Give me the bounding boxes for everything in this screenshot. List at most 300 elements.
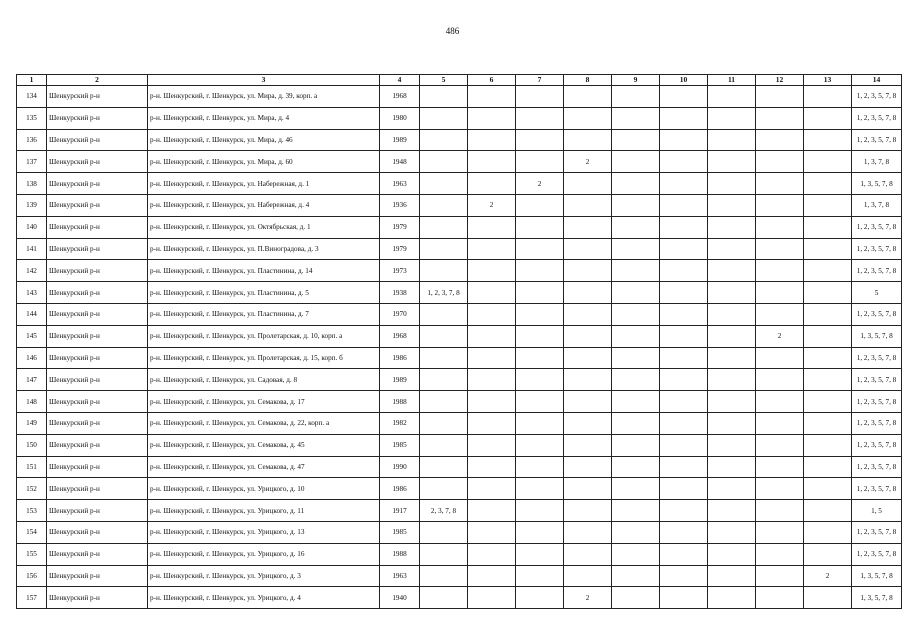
table-row bbox=[17, 478, 902, 500]
col6-cell bbox=[468, 347, 516, 369]
col9-cell bbox=[612, 456, 660, 478]
col8-cell bbox=[564, 500, 612, 522]
col12-cell bbox=[756, 456, 804, 478]
col7-cell bbox=[516, 260, 564, 282]
col5-cell bbox=[420, 369, 468, 391]
year-cell: 1917 bbox=[380, 500, 420, 522]
col6-cell bbox=[468, 282, 516, 304]
col11-cell bbox=[708, 107, 756, 129]
table-row bbox=[17, 500, 902, 522]
col14-cell: 1, 2, 3, 5, 7, 8 bbox=[852, 129, 902, 151]
col12-cell bbox=[756, 587, 804, 609]
district-cell: Шенкурский р-н bbox=[47, 478, 148, 500]
row-number-cell: 140 bbox=[17, 216, 47, 238]
col12-cell bbox=[756, 478, 804, 500]
col14-cell: 1, 2, 3, 5, 7, 8 bbox=[852, 478, 902, 500]
col14-cell: 1, 2, 3, 5, 7, 8 bbox=[852, 412, 902, 434]
district-cell: Шенкурский р-н bbox=[47, 216, 148, 238]
table-row bbox=[17, 325, 902, 347]
year-cell: 1988 bbox=[380, 543, 420, 565]
col12-cell bbox=[756, 129, 804, 151]
table-row bbox=[17, 260, 902, 282]
address-cell: р-н. Шенкурский, г. Шенкурск, ул. Урицкого, д. 16 bbox=[148, 543, 380, 565]
col14-cell: 1, 2, 3, 5, 7, 8 bbox=[852, 369, 902, 391]
col12-cell bbox=[756, 194, 804, 216]
col11-cell bbox=[708, 260, 756, 282]
col14-cell: 1, 2, 3, 5, 7, 8 bbox=[852, 260, 902, 282]
district-cell: Шенкурский р-н bbox=[47, 86, 148, 108]
col9-cell bbox=[612, 347, 660, 369]
col9-cell bbox=[612, 325, 660, 347]
col8-cell bbox=[564, 456, 612, 478]
col8-cell: 2 bbox=[564, 587, 612, 609]
column-header: 6 bbox=[468, 75, 516, 86]
address-cell: р-н. Шенкурский, г. Шенкурск, ул. Семакова, д. 45 bbox=[148, 434, 380, 456]
col6-cell bbox=[468, 86, 516, 108]
col13-cell bbox=[804, 412, 852, 434]
col14-cell: 1, 2, 3, 5, 7, 8 bbox=[852, 216, 902, 238]
district-cell: Шенкурский р-н bbox=[47, 521, 148, 543]
col13-cell bbox=[804, 129, 852, 151]
col8-cell bbox=[564, 173, 612, 195]
year-cell: 1985 bbox=[380, 434, 420, 456]
col11-cell bbox=[708, 587, 756, 609]
district-cell: Шенкурский р-н bbox=[47, 260, 148, 282]
col10-cell bbox=[660, 151, 708, 173]
district-cell: Шенкурский р-н bbox=[47, 391, 148, 413]
table-row bbox=[17, 565, 902, 587]
col8-cell bbox=[564, 347, 612, 369]
col6-cell bbox=[468, 456, 516, 478]
col8-cell bbox=[564, 325, 612, 347]
address-cell: р-н. Шенкурский, г. Шенкурск, ул. Урицкого, д. 13 bbox=[148, 521, 380, 543]
year-cell: 1968 bbox=[380, 86, 420, 108]
table-row bbox=[17, 521, 902, 543]
col8-cell bbox=[564, 369, 612, 391]
row-number-cell: 155 bbox=[17, 543, 47, 565]
col6-cell bbox=[468, 412, 516, 434]
col11-cell bbox=[708, 500, 756, 522]
col8-cell bbox=[564, 216, 612, 238]
row-number-cell: 147 bbox=[17, 369, 47, 391]
header-row bbox=[17, 75, 902, 86]
col5-cell bbox=[420, 129, 468, 151]
col7-cell bbox=[516, 587, 564, 609]
col5-cell bbox=[420, 238, 468, 260]
col7-cell bbox=[516, 325, 564, 347]
table-row bbox=[17, 129, 902, 151]
col5-cell: 2, 3, 7, 8 bbox=[420, 500, 468, 522]
col14-cell: 1, 2, 3, 5, 7, 8 bbox=[852, 391, 902, 413]
col11-cell bbox=[708, 173, 756, 195]
col11-cell bbox=[708, 369, 756, 391]
col8-cell bbox=[564, 543, 612, 565]
col14-cell: 1, 2, 3, 5, 7, 8 bbox=[852, 86, 902, 108]
address-cell: р-н. Шенкурский, г. Шенкурск, ул. Урицкого, д. 3 bbox=[148, 565, 380, 587]
col12-cell bbox=[756, 565, 804, 587]
year-cell: 1989 bbox=[380, 369, 420, 391]
column-header: 14 bbox=[852, 75, 902, 86]
col7-cell bbox=[516, 434, 564, 456]
col14-cell: 1, 2, 3, 5, 7, 8 bbox=[852, 456, 902, 478]
col8-cell bbox=[564, 412, 612, 434]
col12-cell bbox=[756, 86, 804, 108]
col9-cell bbox=[612, 282, 660, 304]
district-cell: Шенкурский р-н bbox=[47, 107, 148, 129]
table-row bbox=[17, 216, 902, 238]
col11-cell bbox=[708, 456, 756, 478]
year-cell: 1968 bbox=[380, 325, 420, 347]
col14-cell: 1, 3, 5, 7, 8 bbox=[852, 587, 902, 609]
col13-cell bbox=[804, 238, 852, 260]
address-cell: р-н. Шенкурский, г. Шенкурск, ул. Семакова, д. 17 bbox=[148, 391, 380, 413]
column-header: 7 bbox=[516, 75, 564, 86]
col9-cell bbox=[612, 303, 660, 325]
col12-cell bbox=[756, 107, 804, 129]
col12-cell bbox=[756, 260, 804, 282]
row-number-cell: 135 bbox=[17, 107, 47, 129]
address-cell: р-н. Шенкурский, г. Шенкурск, ул. Мира, д. 4 bbox=[148, 107, 380, 129]
address-cell: р-н. Шенкурский, г. Шенкурск, ул. Урицкого, д. 10 bbox=[148, 478, 380, 500]
col14-cell: 1, 3, 7, 8 bbox=[852, 151, 902, 173]
col9-cell bbox=[612, 478, 660, 500]
col8-cell bbox=[564, 434, 612, 456]
col7-cell bbox=[516, 543, 564, 565]
col10-cell bbox=[660, 587, 708, 609]
year-cell: 1963 bbox=[380, 565, 420, 587]
col9-cell bbox=[612, 216, 660, 238]
col12-cell: 2 bbox=[756, 325, 804, 347]
row-number-cell: 138 bbox=[17, 173, 47, 195]
col14-cell: 1, 3, 5, 7, 8 bbox=[852, 565, 902, 587]
table-row bbox=[17, 194, 902, 216]
col10-cell bbox=[660, 412, 708, 434]
col9-cell bbox=[612, 194, 660, 216]
col6-cell bbox=[468, 587, 516, 609]
district-cell: Шенкурский р-н bbox=[47, 456, 148, 478]
col13-cell bbox=[804, 107, 852, 129]
col11-cell bbox=[708, 86, 756, 108]
column-header: 12 bbox=[756, 75, 804, 86]
col7-cell bbox=[516, 565, 564, 587]
district-cell: Шенкурский р-н bbox=[47, 173, 148, 195]
year-cell: 1986 bbox=[380, 478, 420, 500]
col11-cell bbox=[708, 151, 756, 173]
col7-cell bbox=[516, 500, 564, 522]
table-body bbox=[17, 86, 902, 609]
col14-cell: 1, 3, 5, 7, 8 bbox=[852, 325, 902, 347]
column-header: 11 bbox=[708, 75, 756, 86]
col7-cell bbox=[516, 521, 564, 543]
table-row bbox=[17, 107, 902, 129]
col12-cell bbox=[756, 151, 804, 173]
district-cell: Шенкурский р-н bbox=[47, 500, 148, 522]
address-cell: р-н. Шенкурский, г. Шенкурск, ул. Семакова, д. 47 bbox=[148, 456, 380, 478]
col6-cell bbox=[468, 478, 516, 500]
address-cell: р-н. Шенкурский, г. Шенкурск, ул. Мира, д. 60 bbox=[148, 151, 380, 173]
col14-cell: 1, 5 bbox=[852, 500, 902, 522]
col13-cell bbox=[804, 347, 852, 369]
table-row bbox=[17, 347, 902, 369]
address-cell: р-н. Шенкурский, г. Шенкурск, ул. Набережная, д. 1 bbox=[148, 173, 380, 195]
column-header: 9 bbox=[612, 75, 660, 86]
col9-cell bbox=[612, 129, 660, 151]
row-number-cell: 153 bbox=[17, 500, 47, 522]
col11-cell bbox=[708, 521, 756, 543]
row-number-cell: 141 bbox=[17, 238, 47, 260]
col10-cell bbox=[660, 107, 708, 129]
year-cell: 1990 bbox=[380, 456, 420, 478]
district-cell: Шенкурский р-н bbox=[47, 565, 148, 587]
address-cell: р-н. Шенкурский, г. Шенкурск, ул. Пролетарская, д. 10, корп. а bbox=[148, 325, 380, 347]
col12-cell bbox=[756, 500, 804, 522]
data-table bbox=[16, 74, 902, 609]
col10-cell bbox=[660, 521, 708, 543]
year-cell: 1985 bbox=[380, 521, 420, 543]
year-cell: 1973 bbox=[380, 260, 420, 282]
col6-cell bbox=[468, 500, 516, 522]
address-cell: р-н. Шенкурский, г. Шенкурск, ул. Пластинина, д. 7 bbox=[148, 303, 380, 325]
col12-cell bbox=[756, 216, 804, 238]
col5-cell bbox=[420, 565, 468, 587]
table-row bbox=[17, 86, 902, 108]
table-row bbox=[17, 151, 902, 173]
row-number-cell: 156 bbox=[17, 565, 47, 587]
district-cell: Шенкурский р-н bbox=[47, 151, 148, 173]
col10-cell bbox=[660, 500, 708, 522]
col14-cell: 1, 3, 5, 7, 8 bbox=[852, 173, 902, 195]
column-header: 1 bbox=[17, 75, 47, 86]
col5-cell bbox=[420, 412, 468, 434]
address-cell: р-н. Шенкурский, г. Шенкурск, ул. Мира, д. 39, корп. а bbox=[148, 86, 380, 108]
col10-cell bbox=[660, 325, 708, 347]
col11-cell bbox=[708, 434, 756, 456]
col14-cell: 1, 2, 3, 5, 7, 8 bbox=[852, 238, 902, 260]
year-cell: 1938 bbox=[380, 282, 420, 304]
col5-cell bbox=[420, 587, 468, 609]
col5-cell bbox=[420, 325, 468, 347]
col8-cell bbox=[564, 478, 612, 500]
district-cell: Шенкурский р-н bbox=[47, 543, 148, 565]
col13-cell bbox=[804, 194, 852, 216]
col10-cell bbox=[660, 173, 708, 195]
col5-cell bbox=[420, 303, 468, 325]
col7-cell bbox=[516, 303, 564, 325]
col6-cell bbox=[468, 303, 516, 325]
col12-cell bbox=[756, 173, 804, 195]
district-cell: Шенкурский р-н bbox=[47, 369, 148, 391]
col10-cell bbox=[660, 391, 708, 413]
col11-cell bbox=[708, 478, 756, 500]
table-row bbox=[17, 303, 902, 325]
col13-cell bbox=[804, 500, 852, 522]
col7-cell bbox=[516, 347, 564, 369]
row-number-cell: 150 bbox=[17, 434, 47, 456]
col12-cell bbox=[756, 369, 804, 391]
address-cell: р-н. Шенкурский, г. Шенкурск, ул. Урицкого, д. 4 bbox=[148, 587, 380, 609]
col5-cell bbox=[420, 216, 468, 238]
year-cell: 1982 bbox=[380, 412, 420, 434]
address-cell: р-н. Шенкурский, г. Шенкурск, ул. Набережная, д. 4 bbox=[148, 194, 380, 216]
col11-cell bbox=[708, 216, 756, 238]
col8-cell bbox=[564, 194, 612, 216]
col12-cell bbox=[756, 412, 804, 434]
col13-cell bbox=[804, 216, 852, 238]
col11-cell bbox=[708, 347, 756, 369]
col7-cell bbox=[516, 412, 564, 434]
col12-cell bbox=[756, 282, 804, 304]
col9-cell bbox=[612, 587, 660, 609]
row-number-cell: 143 bbox=[17, 282, 47, 304]
col5-cell bbox=[420, 107, 468, 129]
col6-cell bbox=[468, 151, 516, 173]
col10-cell bbox=[660, 369, 708, 391]
col7-cell bbox=[516, 282, 564, 304]
col8-cell bbox=[564, 565, 612, 587]
col6-cell bbox=[468, 521, 516, 543]
col8-cell bbox=[564, 303, 612, 325]
column-header: 13 bbox=[804, 75, 852, 86]
row-number-cell: 151 bbox=[17, 456, 47, 478]
col9-cell bbox=[612, 260, 660, 282]
col13-cell bbox=[804, 151, 852, 173]
col14-cell: 1, 2, 3, 5, 7, 8 bbox=[852, 543, 902, 565]
address-cell: р-н. Шенкурский, г. Шенкурск, ул. Семакова, д. 22, корп. а bbox=[148, 412, 380, 434]
district-cell: Шенкурский р-н bbox=[47, 238, 148, 260]
col13-cell bbox=[804, 260, 852, 282]
col7-cell bbox=[516, 369, 564, 391]
col5-cell bbox=[420, 391, 468, 413]
district-cell: Шенкурский р-н bbox=[47, 347, 148, 369]
year-cell: 1940 bbox=[380, 587, 420, 609]
row-number-cell: 152 bbox=[17, 478, 47, 500]
year-cell: 1963 bbox=[380, 173, 420, 195]
col8-cell bbox=[564, 391, 612, 413]
col14-cell: 1, 2, 3, 5, 7, 8 bbox=[852, 434, 902, 456]
col6-cell: 2 bbox=[468, 194, 516, 216]
col10-cell bbox=[660, 478, 708, 500]
col5-cell bbox=[420, 194, 468, 216]
col11-cell bbox=[708, 282, 756, 304]
col7-cell bbox=[516, 238, 564, 260]
col9-cell bbox=[612, 86, 660, 108]
col12-cell bbox=[756, 543, 804, 565]
district-cell: Шенкурский р-н bbox=[47, 282, 148, 304]
table-row bbox=[17, 587, 902, 609]
col10-cell bbox=[660, 347, 708, 369]
col9-cell bbox=[612, 565, 660, 587]
col5-cell bbox=[420, 260, 468, 282]
col13-cell bbox=[804, 369, 852, 391]
col14-cell: 1, 2, 3, 5, 7, 8 bbox=[852, 521, 902, 543]
year-cell: 1948 bbox=[380, 151, 420, 173]
col6-cell bbox=[468, 238, 516, 260]
row-number-cell: 139 bbox=[17, 194, 47, 216]
col10-cell bbox=[660, 434, 708, 456]
col5-cell bbox=[420, 347, 468, 369]
col6-cell bbox=[468, 434, 516, 456]
table-row bbox=[17, 282, 902, 304]
district-cell: Шенкурский р-н bbox=[47, 303, 148, 325]
col10-cell bbox=[660, 216, 708, 238]
row-number-cell: 154 bbox=[17, 521, 47, 543]
col5-cell bbox=[420, 521, 468, 543]
year-cell: 1970 bbox=[380, 303, 420, 325]
col5-cell bbox=[420, 86, 468, 108]
col12-cell bbox=[756, 238, 804, 260]
district-cell: Шенкурский р-н bbox=[47, 325, 148, 347]
col10-cell bbox=[660, 543, 708, 565]
row-number-cell: 144 bbox=[17, 303, 47, 325]
col5-cell bbox=[420, 478, 468, 500]
col9-cell bbox=[612, 391, 660, 413]
col5-cell bbox=[420, 151, 468, 173]
col7-cell bbox=[516, 194, 564, 216]
col13-cell bbox=[804, 325, 852, 347]
district-cell: Шенкурский р-н bbox=[47, 194, 148, 216]
col13-cell: 2 bbox=[804, 565, 852, 587]
col11-cell bbox=[708, 412, 756, 434]
col6-cell bbox=[468, 565, 516, 587]
column-header: 4 bbox=[380, 75, 420, 86]
col10-cell bbox=[660, 238, 708, 260]
col7-cell bbox=[516, 151, 564, 173]
row-number-cell: 142 bbox=[17, 260, 47, 282]
col8-cell bbox=[564, 238, 612, 260]
col12-cell bbox=[756, 391, 804, 413]
col11-cell bbox=[708, 391, 756, 413]
row-number-cell: 148 bbox=[17, 391, 47, 413]
col9-cell bbox=[612, 369, 660, 391]
district-cell: Шенкурский р-н bbox=[47, 412, 148, 434]
col11-cell bbox=[708, 325, 756, 347]
row-number-cell: 157 bbox=[17, 587, 47, 609]
year-cell: 1989 bbox=[380, 129, 420, 151]
table-row bbox=[17, 391, 902, 413]
col6-cell bbox=[468, 107, 516, 129]
table-row bbox=[17, 369, 902, 391]
col11-cell bbox=[708, 303, 756, 325]
column-header: 3 bbox=[148, 75, 380, 86]
district-cell: Шенкурский р-н bbox=[47, 129, 148, 151]
col10-cell bbox=[660, 565, 708, 587]
column-header: 8 bbox=[564, 75, 612, 86]
district-cell: Шенкурский р-н bbox=[47, 587, 148, 609]
row-number-cell: 134 bbox=[17, 86, 47, 108]
col13-cell bbox=[804, 456, 852, 478]
col5-cell bbox=[420, 456, 468, 478]
col8-cell bbox=[564, 282, 612, 304]
address-cell: р-н. Шенкурский, г. Шенкурск, ул. Мира, д. 46 bbox=[148, 129, 380, 151]
col7-cell bbox=[516, 107, 564, 129]
year-cell: 1988 bbox=[380, 391, 420, 413]
col9-cell bbox=[612, 151, 660, 173]
col10-cell bbox=[660, 129, 708, 151]
col13-cell bbox=[804, 478, 852, 500]
col13-cell bbox=[804, 282, 852, 304]
row-number-cell: 136 bbox=[17, 129, 47, 151]
col7-cell: 2 bbox=[516, 173, 564, 195]
col9-cell bbox=[612, 500, 660, 522]
col7-cell bbox=[516, 478, 564, 500]
district-cell: Шенкурский р-н bbox=[47, 434, 148, 456]
col8-cell bbox=[564, 86, 612, 108]
year-cell: 1980 bbox=[380, 107, 420, 129]
col10-cell bbox=[660, 456, 708, 478]
col10-cell bbox=[660, 86, 708, 108]
col9-cell bbox=[612, 543, 660, 565]
col8-cell bbox=[564, 260, 612, 282]
